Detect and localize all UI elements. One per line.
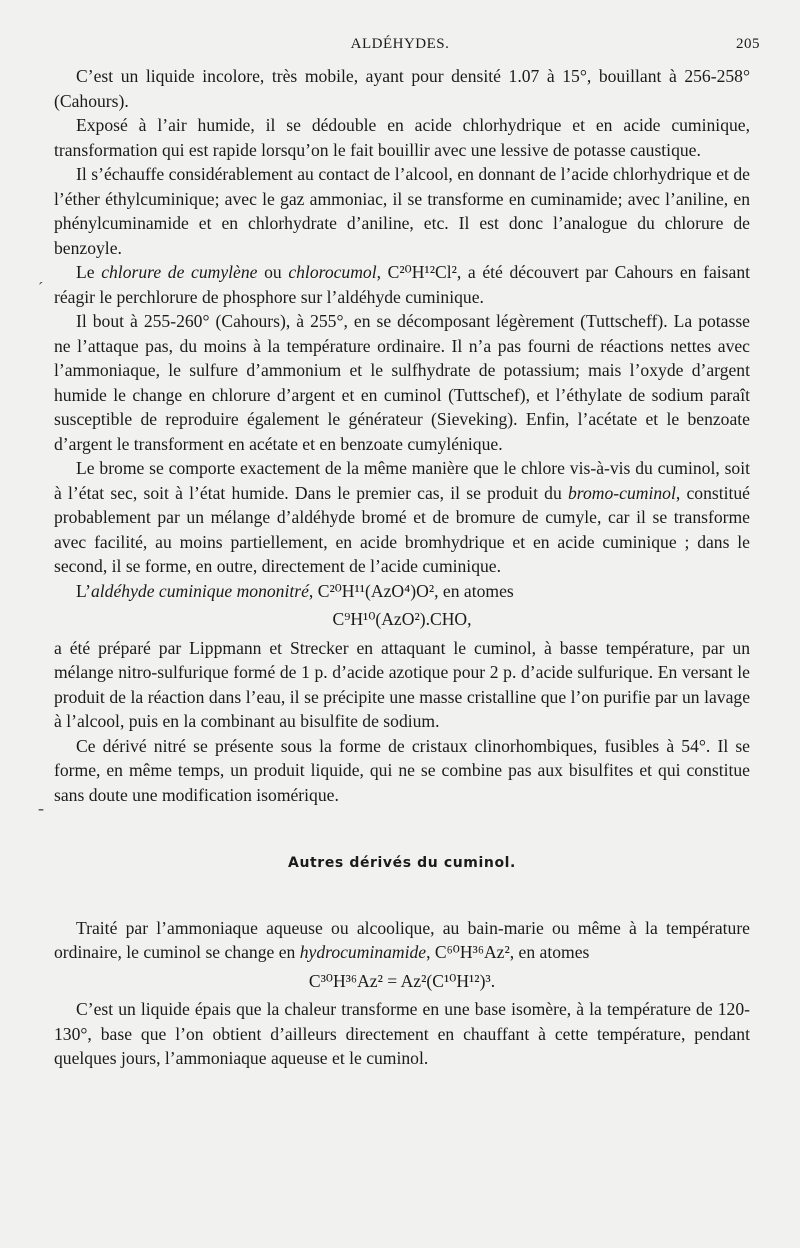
margin-mark: - (38, 798, 44, 818)
compound-name: chlorure de cumylène (101, 262, 258, 282)
compound-name: hydrocuminamide (299, 942, 427, 962)
paragraph: Ce dérivé nitré se présente sous la forme de cristaux clinorhombiques, fusibles à 54°. Il se forme, en même temps, un produit liquide, qui ne se combine pas aux bisulfites et qui constitue sans doute une modification isomérique. (54, 735, 750, 805)
chemical-formula: C³⁰H³⁶Az² = Az²(C¹⁰H¹²)³. (308, 970, 496, 991)
paragraph: a été préparé par Lippmann et Strecker en attaquant le cuminol, à basse température, par un mélange nitro-sulfurique formé de 1 p. d’acide azotique pour 2 p. d’acide sulfurique. En versant le produit de la réaction dans l’eau, il se précipite une masse cristalline que l’on purifie par un lavage à l’alcool, puis en la combinant au bisulfite de sodium. (54, 637, 750, 731)
page-body (54, 64, 750, 1071)
paragraph: L’aldéhyde cuminique mononitré, C²⁰H¹¹(AzO⁴)O², en atomes (76, 580, 514, 601)
paragraph: Le chlorure de cumylène ou chlorocumol, C²⁰H¹²Cl², a été découvert par Cahours en faisant réagir le perchlorure de phosphore sur l’aldéhyde cuminique. (54, 262, 751, 307)
paragraph: Il s’échauffe considérablement au contact de l’alcool, en donnant de l’acide chlorhydrique et de l’éther éthylcuminique; avec le gaz ammoniac, il se transforme en cuminamide; avec l’aniline, en phénylcuminamide et en chlorhydrate d’aniline, etc. Il est donc l’analogue du chlorure de benzoyle. (54, 164, 750, 258)
paragraph: C’est un liquide incolore, très mobile, ayant pour densité 1.07 à 15°, bouillant à 256-258° (Cahours). (54, 66, 750, 111)
chemical-formula: C⁹H¹⁰(AzO²).CHO, (332, 609, 472, 629)
compound-name: chlorocumol (288, 262, 377, 282)
page-header (0, 36, 800, 56)
paragraph: Il bout à 255-260° (Cahours), à 255°, en se décomposant légèrement (Tuttscheff). La potasse ne l’attaque pas, du moins à la température ordinaire. Il n’a pas fourni de réactions nettes avec l’ammoniaque, le sulfure d’ammonium et le sulfhydrate de potassium; mais l’oxyde d’argent humide le change en chlorure d’argent et en cuminol (Tuttschef), et l’éthylate de sodium paraît susceptible de reproduire également le générateur (Sieveking). Enfin, l’acétate et le benzoate d’argent le transforment en acétate et en benzoate cumylénique. (54, 311, 750, 454)
compound-name: aldéhyde cuminique mononitré (91, 580, 309, 601)
paragraph: Exposé à l’air humide, il se dédouble en acide chlorhydrique et en acide cuminique, transformation qui est rapide lorsqu’on le fait bouillir avec une lessive de potasse caustique. (54, 115, 750, 160)
compound-name: bromo-cuminol (568, 482, 676, 503)
section-heading: Autres dérivés du cuminol. (288, 855, 516, 871)
page-number: 205 (736, 36, 760, 52)
paragraph: C’est un liquide épais que la chaleur transforme en une base isomère, à la température de 120-130°, base que l’on obtient d’ailleurs directement en chauffant à cette température, pendant quelques jours, l’ammoniaque aqueuse et le cuminol. (54, 999, 750, 1068)
paragraph: Le brome se comporte exactement de la même manière que le chlore vis-à-vis du cuminol, soit à l’état sec, soit à l’état humide. Dans le premier cas, il se produit du bromo-cuminol, constitué probablement par un mélange d’aldéhyde bromé et de bromure de cumyle, car il se transforme avec facilité, au moins partiellement, en acide bromhydrique et en acide cuminique ; dans le second, il se forme, en outre, directement de l’acide cuminique. (54, 458, 750, 576)
margin-mark: ´ (38, 280, 44, 297)
paragraph: Traité par l’ammoniaque aqueuse ou alcoolique, au bain-marie ou même à la température ordinaire, le cuminol se change en hydrocuminamide, C⁶⁰H³⁶Az², en atomes (54, 917, 750, 962)
running-title: ALDÉHYDES. (350, 36, 450, 52)
